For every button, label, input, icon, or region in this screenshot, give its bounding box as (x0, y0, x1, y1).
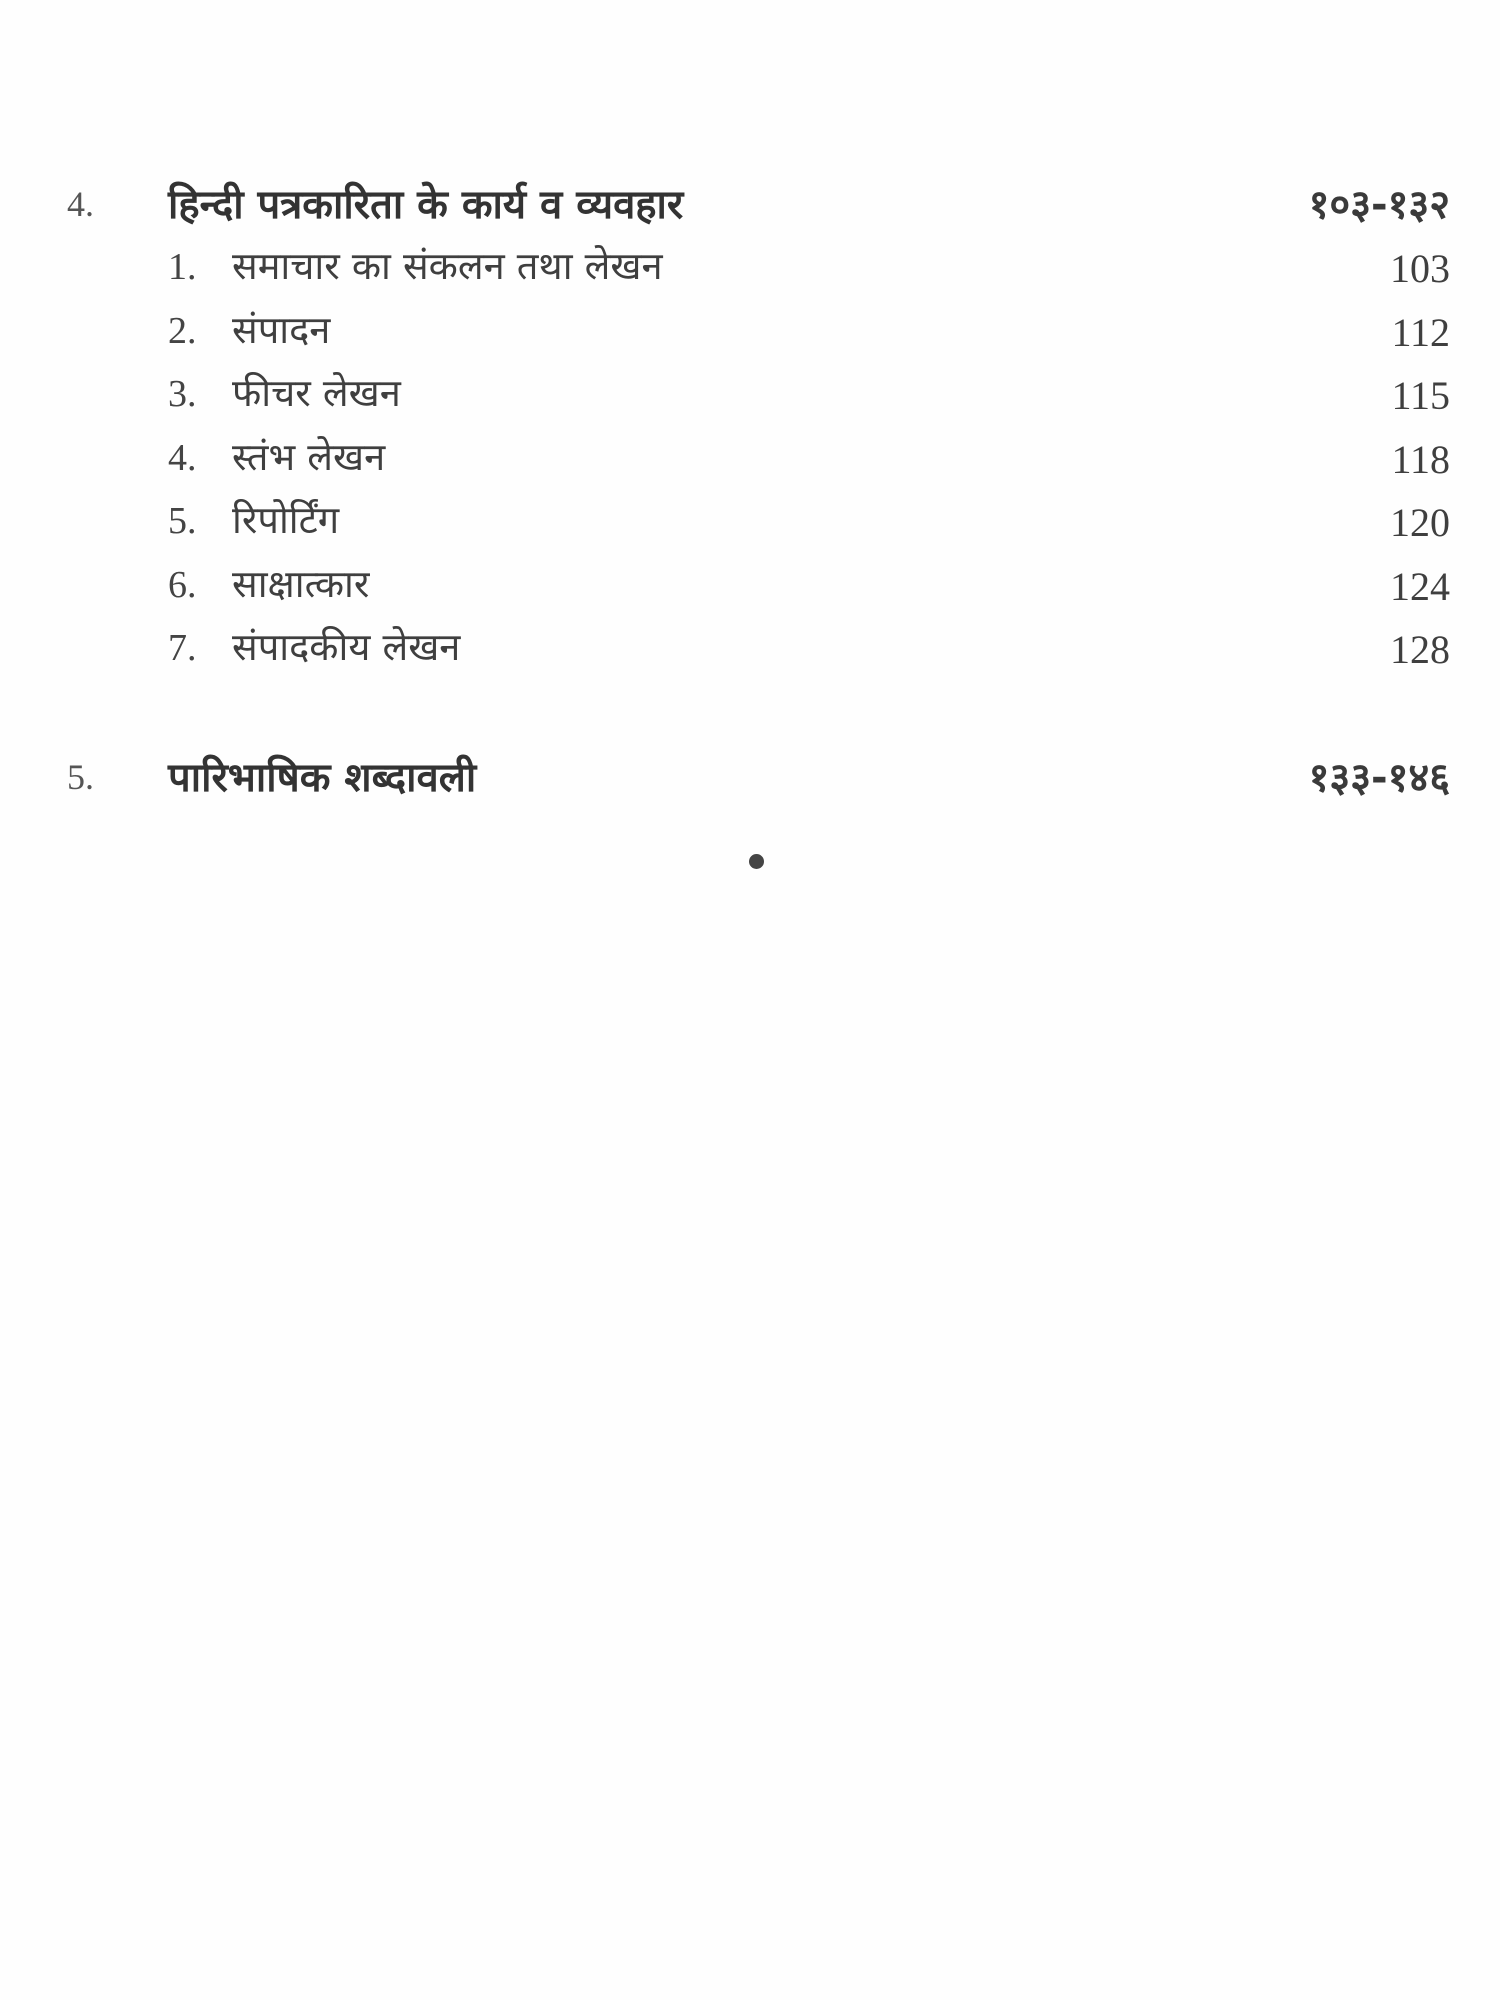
item-page-number: 124 (1390, 563, 1450, 609)
section-page-range: १०३-१३२ (1308, 182, 1450, 228)
item-label: फीचर लेखन (232, 371, 401, 415)
list-item (0, 430, 1500, 494)
list-item (0, 239, 1500, 303)
item-label: स्तंभ लेखन (232, 434, 386, 479)
section-title: पारिभाषिक शब्दावली (168, 755, 477, 801)
list-item (0, 303, 1500, 367)
toc-section-5 (0, 748, 1500, 812)
section-number: 5. (67, 757, 94, 797)
item-number: 1. (168, 246, 197, 288)
item-page-number: 115 (1391, 373, 1450, 418)
item-label: साक्षात्कार (232, 561, 370, 606)
section-number: 4. (67, 184, 94, 224)
end-bullet-dot (749, 854, 764, 869)
section-heading-row (0, 175, 1500, 239)
item-page-number: 103 (1390, 246, 1450, 291)
item-page-number: 118 (1391, 436, 1450, 482)
item-number: 6. (168, 563, 197, 606)
item-label: संपादन (232, 307, 331, 352)
item-number: 7. (168, 627, 197, 669)
item-page-number: 120 (1390, 500, 1450, 545)
list-item (0, 620, 1500, 684)
item-number: 3. (168, 373, 197, 415)
section-page-range: १३३-१४६ (1308, 755, 1450, 801)
item-number: 4. (168, 436, 197, 479)
section-title: हिन्दी पत्रकारिता के कार्य व व्यवहार (168, 182, 684, 228)
list-item (0, 493, 1500, 557)
item-page-number: 128 (1390, 627, 1450, 672)
item-label: संपादकीय लेखन (232, 625, 461, 669)
section-item-list (0, 239, 1500, 684)
section-heading-row (0, 748, 1500, 812)
item-number: 5. (168, 500, 197, 542)
item-number: 2. (168, 309, 197, 352)
toc-section-4 (0, 175, 1500, 684)
list-item (0, 366, 1500, 430)
item-label: रिपोर्टिंग (232, 498, 340, 542)
item-label: समाचार का संकलन तथा लेखन (232, 244, 663, 288)
list-item (0, 557, 1500, 621)
item-page-number: 112 (1391, 309, 1450, 355)
